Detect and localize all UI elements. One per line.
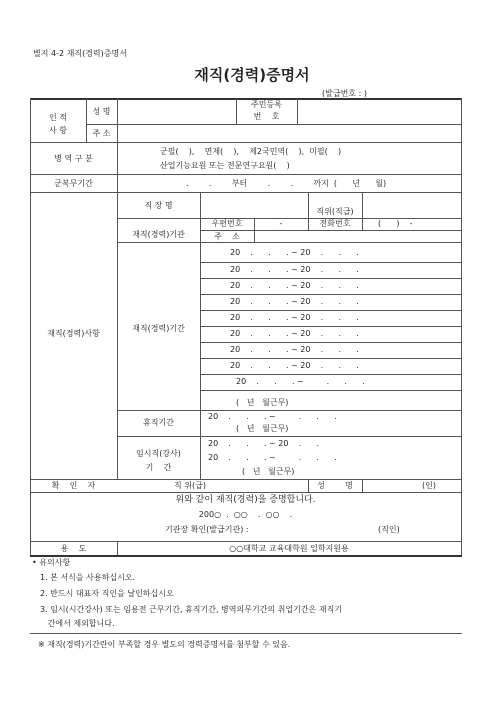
phone-label: 전화번호 [319, 219, 351, 228]
period-row[interactable]: 20 . . . ~ 20 . . . [230, 248, 359, 257]
address-label: 주 소 [92, 129, 111, 138]
rrn-field[interactable] [298, 99, 460, 123]
certify-issuer-label: 기관장 확인(발급기관) : [165, 525, 249, 534]
period-row[interactable]: 20 . . . ~ 20 . . . [230, 281, 359, 290]
certify-statement: 위와 같이 재직(경력)을 증명합니다. [175, 495, 316, 505]
confirmer-label: 확 인 자 [51, 481, 96, 490]
leave-row[interactable]: 20 . . . ~ . . . [208, 412, 337, 421]
footer-note: ※ 재직(경력)기간란이 부족할 경우 별도의 경력증명서를 첨부할 수 있음. [38, 640, 291, 649]
leave-label: 휴직기간 [143, 418, 174, 427]
temp-row[interactable]: 20 . . . ~ . . . [208, 453, 337, 462]
note-item: 3. 임시(시간강사) 또는 임용전 근무기간, 휴직기간, 병역의무기간의 취업기간은 재직기 [40, 605, 343, 614]
issue-number: (발급번호 : ) [322, 89, 367, 98]
note-item: 2. 반드시 대표자 직인을 날인하십시오 [40, 589, 174, 598]
institution-label: 재직(경력)기관 [132, 230, 185, 239]
address-field[interactable] [118, 125, 460, 141]
temp-label: 임시직(강사) 기 간 [136, 449, 181, 472]
period-row[interactable]: 20 . . . ~ 20 . . . [230, 297, 359, 306]
note-item: 1. 본 서식을 사용하십시오. [40, 573, 136, 582]
confirmer-name-label: 성 명 [317, 481, 353, 490]
rrn-label-line2: 번 호 [253, 112, 280, 121]
workplace-field[interactable] [201, 193, 307, 217]
period-row[interactable]: 20 . . . ~ 20 . . . [230, 313, 359, 322]
postal-label: 우편번호 [211, 219, 243, 228]
institution-address-field[interactable] [255, 231, 460, 241]
period-row-last[interactable]: 20 . . . ~ . . . [236, 377, 365, 386]
postal-field[interactable]: - [279, 219, 283, 228]
period-row[interactable]: 20 . . . ~ 20 . . . [230, 329, 359, 338]
rrn-label-line1: 주민등록 [251, 100, 282, 109]
period-row[interactable]: 20 . . . ~ 20 . . . [230, 345, 359, 354]
period-row[interactable]: 20 . . . ~ 20 . . . [230, 361, 359, 370]
temp-total[interactable]: ( 년 월근무) [242, 467, 295, 476]
page-title: 재직(경력)증명서 [194, 66, 310, 84]
personal-section-label: 인 적 사 항 [49, 113, 67, 135]
purpose-value: ○○대학교 교육대학원 입학지원용 [229, 544, 349, 553]
phone-field[interactable]: ( ) - [378, 219, 413, 228]
name-label: 성 명 [92, 107, 111, 116]
certify-date: 200○ . ○○ . ○○ . [198, 510, 293, 519]
notes-title: • 유의사항 [32, 558, 71, 567]
period-label: 재직(경력)기간 [132, 324, 185, 333]
service-period-value[interactable]: . . 부터 . . 까지 ( 년 월) [186, 179, 387, 188]
note-item: 간에서 제외합니다. [40, 619, 115, 628]
workplace-label: 직 장 명 [144, 201, 173, 210]
period-row[interactable]: 20 . . . ~ 20 . . . [230, 265, 359, 274]
confirmer-position-label: 직 위(급) [174, 481, 206, 490]
temp-row[interactable]: 20 . . . ~ 20 . . [208, 439, 319, 448]
official-seal[interactable]: (직인) [378, 525, 400, 534]
confirmer-seal[interactable]: (인) [422, 481, 436, 490]
employment-section-label: 재직(경력)사항 [47, 329, 100, 338]
name-field[interactable] [118, 99, 235, 123]
period-total[interactable]: ( 년 월근무) [236, 398, 289, 407]
service-period-label: 군복무기간 [54, 179, 93, 188]
position-label: 직위(직급) [316, 207, 354, 216]
institution-address-label: 주 소 [214, 232, 240, 241]
position-field[interactable] [363, 193, 460, 217]
military-special-option[interactable]: 산업기능요원 또는 전문연구요원( ) [160, 161, 290, 170]
confirmer-position-field[interactable] [251, 480, 307, 491]
military-options[interactable]: 군필( ), 면제( ), 제2국민역( ), 미필( ) [160, 147, 342, 156]
leave-total[interactable]: ( 년 월근무) [236, 424, 289, 433]
form-id: 별지 4-2 재직(경력)증명서 [33, 49, 127, 58]
purpose-label: 용 도 [60, 544, 87, 553]
military-label: 병 역 구 분 [54, 154, 93, 163]
